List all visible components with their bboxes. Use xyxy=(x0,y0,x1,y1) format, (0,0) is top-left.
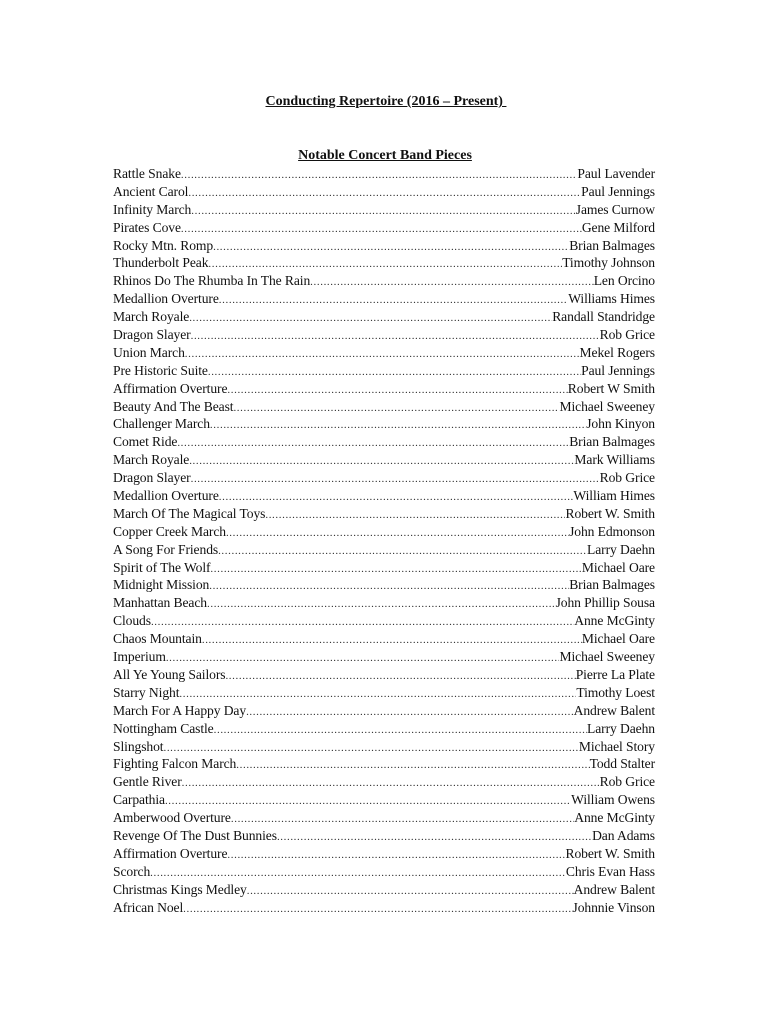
piece-title: Christmas Kings Medley xyxy=(113,881,247,897)
piece-title: Chaos Mountain xyxy=(113,631,202,647)
composer-name: Len Orcino xyxy=(593,273,655,289)
composer-name: John Kinyon xyxy=(586,416,655,432)
dot-leader xyxy=(181,221,582,239)
piece-title: Pre Historic Suite xyxy=(113,362,208,378)
piece-title: Medallion Overture xyxy=(113,291,219,307)
piece-title: Imperium xyxy=(113,649,166,665)
repertoire-entry xyxy=(113,755,657,773)
section-heading: Notable Concert Band Pieces xyxy=(298,148,472,163)
dot-leader xyxy=(310,274,594,292)
dot-leader xyxy=(208,364,581,382)
piece-title: Affirmation Overture xyxy=(113,845,228,861)
composer-name: Brian Balmages xyxy=(569,237,655,253)
repertoire-entry xyxy=(113,738,657,756)
composer-name: Johnnie Vinson xyxy=(572,899,655,915)
composer-name: Chris Evan Hass xyxy=(565,863,655,879)
repertoire-list xyxy=(113,165,657,916)
dot-leader xyxy=(231,811,574,829)
composer-name: Rob Grice xyxy=(599,470,655,486)
repertoire-entry xyxy=(113,594,657,612)
piece-title: Nottingham Castle xyxy=(113,720,214,736)
composer-name: Gene Milford xyxy=(581,219,655,235)
composer-name: Mark Williams xyxy=(574,452,655,468)
piece-title: Rhinos Do The Rhumba In The Rain xyxy=(113,273,311,289)
piece-title: Revenge Of The Dust Bunnies xyxy=(113,827,277,843)
composer-name: John Phillip Sousa xyxy=(555,595,655,611)
repertoire-entry xyxy=(113,165,657,183)
dot-leader xyxy=(219,292,568,310)
dot-leader xyxy=(236,757,589,775)
dot-leader xyxy=(209,578,569,596)
repertoire-entry xyxy=(113,487,657,505)
repertoire-entry xyxy=(113,183,657,201)
composer-name: Larry Daehn xyxy=(587,720,655,736)
dot-leader xyxy=(181,167,578,185)
repertoire-entry xyxy=(113,362,657,380)
composer-name: Brian Balmages xyxy=(569,577,655,593)
repertoire-entry xyxy=(113,344,657,362)
piece-title: Spirit of The Wolf xyxy=(113,559,211,575)
piece-title: Midnight Mission xyxy=(113,577,210,593)
dot-leader xyxy=(227,847,565,865)
piece-title: Fighting Falcon March xyxy=(113,756,237,772)
dot-leader xyxy=(210,417,586,435)
piece-title: March Royale xyxy=(113,309,190,325)
dot-leader xyxy=(265,507,565,525)
repertoire-entry xyxy=(113,559,657,577)
dot-leader xyxy=(189,453,574,471)
composer-name: John Edmonson xyxy=(569,523,655,539)
repertoire-entry xyxy=(113,612,657,630)
composer-name: Michael Sweeney xyxy=(559,398,655,414)
piece-title: March Royale xyxy=(113,452,190,468)
piece-title: Gentle River xyxy=(113,774,182,790)
dot-leader xyxy=(185,346,580,364)
repertoire-entry xyxy=(113,809,657,827)
composer-name: Michael Sweeney xyxy=(559,649,655,665)
piece-title: Comet Ride xyxy=(113,434,178,450)
repertoire-entry xyxy=(113,308,657,326)
composer-name: Rob Grice xyxy=(599,327,655,343)
piece-title: African Noel xyxy=(113,899,184,915)
dot-leader xyxy=(202,632,582,650)
composer-name: Timothy Johnson xyxy=(562,255,655,271)
piece-title: Beauty And The Beast xyxy=(113,398,234,414)
dot-leader xyxy=(188,185,581,203)
piece-title: Scorch xyxy=(113,863,151,879)
composer-name: Michael Story xyxy=(578,738,655,754)
repertoire-entry xyxy=(113,451,657,469)
composer-name: Andrew Balent xyxy=(573,702,655,718)
dot-leader xyxy=(225,668,575,686)
piece-title: All Ye Young Sailors xyxy=(113,666,226,682)
piece-title: Pirates Cove xyxy=(113,219,181,235)
piece-title: Medallion Overture xyxy=(113,488,219,504)
repertoire-entry xyxy=(113,523,657,541)
dot-leader xyxy=(183,901,572,919)
composer-name: Brian Balmages xyxy=(569,434,655,450)
composer-name: Williams Himes xyxy=(568,291,655,307)
composer-name: Dan Adams xyxy=(592,827,655,843)
composer-name: Michael Oare xyxy=(581,631,655,647)
piece-title: Rocky Mtn. Romp xyxy=(113,237,214,253)
piece-title: Thunderbolt Peak xyxy=(113,255,209,271)
dot-leader xyxy=(247,883,574,901)
piece-title: Dragon Slayer xyxy=(113,470,191,486)
piece-title: Clouds xyxy=(113,613,151,629)
piece-title: Infinity March xyxy=(113,201,192,217)
repertoire-entry xyxy=(113,863,657,881)
repertoire-entry xyxy=(113,201,657,219)
repertoire-entry xyxy=(113,899,657,917)
composer-name: James Curnow xyxy=(575,201,655,217)
piece-title: Manhattan Beach xyxy=(113,595,207,611)
composer-name: Paul Jennings xyxy=(581,362,655,378)
piece-title: Carpathia xyxy=(113,792,165,808)
composer-name: Larry Daehn xyxy=(587,541,655,557)
composer-name: Andrew Balent xyxy=(573,881,655,897)
repertoire-entry xyxy=(113,398,657,416)
dot-leader xyxy=(191,471,600,489)
repertoire-entry xyxy=(113,648,657,666)
piece-title: Affirmation Overture xyxy=(113,380,228,396)
composer-name: Pierre La Plate xyxy=(575,666,655,682)
repertoire-entry xyxy=(113,666,657,684)
repertoire-entry xyxy=(113,219,657,237)
repertoire-entry xyxy=(113,237,657,255)
dot-leader xyxy=(227,382,567,400)
composer-name: Robert W. Smith xyxy=(565,505,655,521)
repertoire-entry xyxy=(113,720,657,738)
piece-title: Dragon Slayer xyxy=(113,327,191,343)
piece-title: March Of The Magical Toys xyxy=(113,505,266,521)
piece-title: Copper Creek March xyxy=(113,523,226,539)
repertoire-entry xyxy=(113,845,657,863)
piece-title: Challenger March xyxy=(113,416,210,432)
dot-leader xyxy=(214,722,587,740)
repertoire-entry xyxy=(113,469,657,487)
dot-leader xyxy=(226,525,569,543)
dot-leader xyxy=(218,543,587,561)
dot-leader xyxy=(210,561,581,579)
piece-title: Union March xyxy=(113,344,185,360)
composer-name: Mekel Rogers xyxy=(579,344,655,360)
repertoire-entry xyxy=(113,272,657,290)
composer-name: Anne McGinty xyxy=(574,810,655,826)
composer-name: Todd Stalter xyxy=(589,756,655,772)
composer-name: William Himes xyxy=(573,488,655,504)
piece-title: Rattle Snake xyxy=(113,166,181,181)
repertoire-entry xyxy=(113,630,657,648)
repertoire-entry xyxy=(113,380,657,398)
dot-leader xyxy=(182,775,600,793)
dot-leader xyxy=(191,203,576,221)
piece-title: Starry Night xyxy=(113,684,180,700)
dot-leader xyxy=(177,435,569,453)
repertoire-entry xyxy=(113,433,657,451)
composer-name: Paul Lavender xyxy=(577,166,655,181)
composer-name: Robert W Smith xyxy=(567,380,655,396)
dot-leader xyxy=(219,489,574,507)
piece-title: Amberwood Overture xyxy=(113,810,231,826)
composer-name: Robert W. Smith xyxy=(565,845,655,861)
repertoire-entry xyxy=(113,505,657,523)
repertoire-entry xyxy=(113,576,657,594)
dot-leader xyxy=(207,596,556,614)
piece-title: March For A Happy Day xyxy=(113,702,247,718)
composer-name: Paul Jennings xyxy=(581,183,655,199)
repertoire-entry xyxy=(113,791,657,809)
dot-leader xyxy=(213,239,569,257)
repertoire-entry xyxy=(113,254,657,272)
repertoire-entry xyxy=(113,702,657,720)
piece-title: Slingshot xyxy=(113,738,164,754)
piece-title: Ancient Carol xyxy=(113,183,189,199)
dot-leader xyxy=(277,829,592,847)
dot-leader xyxy=(189,310,552,328)
composer-name: Randall Standridge xyxy=(552,309,655,325)
piece-title: A Song For Friends xyxy=(113,541,219,557)
repertoire-entry xyxy=(113,290,657,308)
repertoire-entry xyxy=(113,773,657,791)
dot-leader xyxy=(233,400,559,418)
repertoire-entry xyxy=(113,541,657,559)
repertoire-entry xyxy=(113,684,657,702)
repertoire-entry xyxy=(113,881,657,899)
dot-leader xyxy=(191,328,600,346)
composer-name: Rob Grice xyxy=(599,774,655,790)
repertoire-entry xyxy=(113,326,657,344)
composer-name: Timothy Loest xyxy=(576,684,655,700)
dot-leader xyxy=(246,704,574,722)
document-title: Conducting Repertoire (2016 – Present) xyxy=(265,94,507,109)
composer-name: William Owens xyxy=(571,792,655,808)
composer-name: Michael Oare xyxy=(581,559,655,575)
composer-name: Anne McGinty xyxy=(574,613,655,629)
dot-leader xyxy=(151,614,574,632)
repertoire-entry xyxy=(113,827,657,845)
repertoire-entry xyxy=(113,415,657,433)
